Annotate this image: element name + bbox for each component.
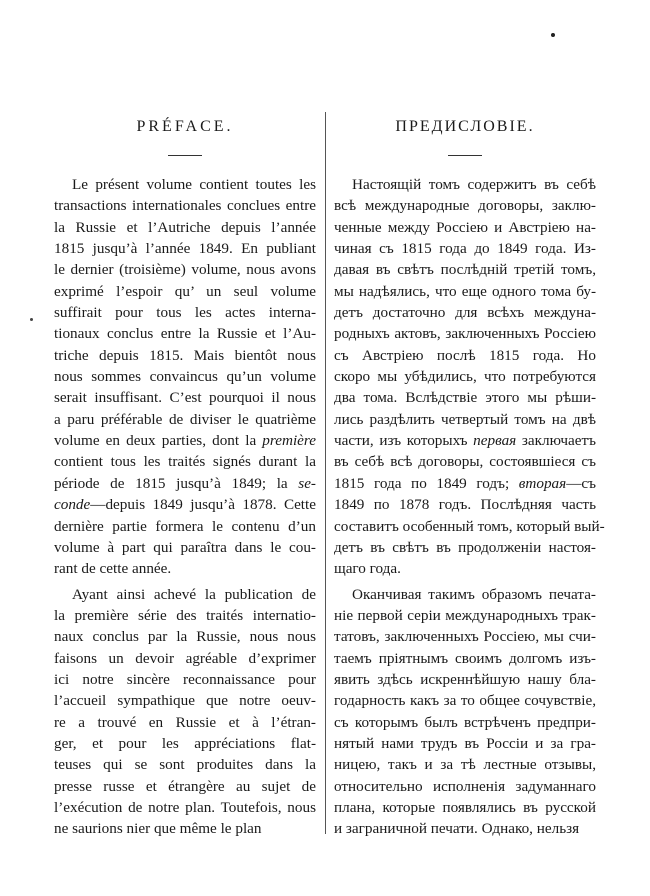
text-line: родныхъ актовъ, заключенныхъ Россіею xyxy=(334,325,596,343)
text-line: nous sommes convaincus qu’un volume xyxy=(54,368,316,386)
text-line: suffirait pour tous les actes interna- xyxy=(54,304,316,322)
paragraph xyxy=(54,584,316,840)
russian-column xyxy=(334,174,605,840)
text-segment: заключаетъ xyxy=(516,432,596,450)
text-line: нятый нами трудъ въ Россіи и за гра- xyxy=(334,734,596,752)
text-line: Настоящій томъ содержитъ въ себѣ xyxy=(352,176,596,193)
column-divider xyxy=(325,112,326,834)
text-line: относительно исполненія задуманнаго xyxy=(334,777,596,795)
text-line: a paru préférable de diviser le quatrième xyxy=(54,410,316,428)
text-line: dernière partie formera le contenu d’un xyxy=(54,517,316,535)
french-title: PRÉFACE. xyxy=(136,118,234,135)
text-line xyxy=(334,473,596,494)
paragraph xyxy=(54,174,316,580)
text-line: лись раздѣлить четвертый томъ на двѣ xyxy=(334,410,596,428)
paragraph xyxy=(334,584,596,840)
text-line xyxy=(54,494,316,515)
text-line: детъ въ свѣтъ въ продолженіи настоя- xyxy=(334,538,596,556)
text-line: ницею, такъ и за тѣ лестные отзывы, xyxy=(334,756,596,774)
text-line: давая въ свѣтъ послѣдній третій томъ, xyxy=(334,261,596,279)
french-title-rule xyxy=(168,155,202,156)
paragraph xyxy=(334,174,605,580)
text-segment: volume en deux parties, dont la xyxy=(54,432,263,450)
text-line: съ которымъ былъ встрѣченъ предпри- xyxy=(334,713,596,731)
text-line: Оканчивая такимъ образомъ печата- xyxy=(352,585,596,603)
text-line: детъ достаточно для всѣхъ междуна- xyxy=(334,304,596,322)
russian-title-rule xyxy=(448,155,482,156)
text-line: и заграничной печати. Однако, нельзя xyxy=(334,820,580,838)
text-segment: période de 1815 jusqu’à 1849; la xyxy=(54,474,299,492)
text-line: годарность какъ за то общее сочувствіе, xyxy=(334,692,596,710)
text-line xyxy=(334,430,596,451)
text-line: l’accueil sympathique que notre oeuv- xyxy=(54,692,316,710)
text-segment: части, изъ которыхъ xyxy=(334,432,474,450)
text-segment: —depuis 1849 jusqu’à 1878. Cette xyxy=(90,496,316,514)
text-line: Ayant ainsi achevé la publication de xyxy=(72,585,316,603)
text-line xyxy=(54,430,316,451)
text-line: всѣ международные договоры, заклю- xyxy=(334,197,596,215)
text-line: 1849 по 1878 годъ. Послѣдняя часть xyxy=(334,496,596,514)
text-line: мы надѣялись, что еще одного тома бу- xyxy=(334,282,596,300)
italic-text: первая xyxy=(473,432,517,450)
text-line: naux conclus par la Russie, nous nous xyxy=(54,628,316,646)
text-line: rant de cette année. xyxy=(54,560,172,578)
text-line: tionaux conclus entre la Russie et l’Au- xyxy=(54,325,316,343)
text-line: teuses qui se sont produites dans la xyxy=(54,756,316,774)
text-line: contient tous les traités signés durant la xyxy=(54,453,316,471)
text-line: въ себѣ всѣ договоры, состоявшіеся съ xyxy=(334,453,596,471)
text-line: presse russe et étrangère au sujet de xyxy=(54,777,316,795)
text-line: плана, которые появлялись въ русской xyxy=(334,798,596,816)
text-line: ici notre sincère reconnaissance pour xyxy=(54,670,316,688)
text-line: le dernier (troisième) volume, nous avons xyxy=(54,261,316,279)
text-line: Le présent volume contient toutes les xyxy=(72,176,316,193)
page-speck xyxy=(551,33,555,37)
text-line: exprimé l’espoir qu’ un seul volume xyxy=(54,282,316,300)
russian-title: ПРЕДИСЛОВІЕ. xyxy=(395,118,535,135)
text-line: 1815 jusqu’à l’année 1849. En publiant xyxy=(54,240,316,258)
italic-text: se- xyxy=(298,474,316,492)
text-line: volume à part qui paraîtra dans le cou- xyxy=(54,538,316,556)
text-line: ne saurions nier que même le plan xyxy=(54,820,262,838)
text-segment: —съ xyxy=(566,474,596,492)
italic-text: вторая xyxy=(518,474,567,492)
text-line: transactions internationales conclues entre xyxy=(54,197,316,215)
text-line: triche depuis 1815. Mais bientôt nous xyxy=(54,346,316,364)
text-line: ніе первой серіи международныхъ трак- xyxy=(334,606,596,624)
text-line: la Russie et l’Autriche depuis l’année xyxy=(54,218,316,236)
margin-speck xyxy=(30,318,33,321)
french-column xyxy=(54,174,316,840)
text-line: чиная съ 1815 года до 1849 года. Из- xyxy=(334,240,596,258)
text-segment: 1815 года по 1849 годъ; xyxy=(334,474,519,492)
text-line: serait insuffisant. C’est pourquoi il nous xyxy=(54,389,316,407)
italic-text: première xyxy=(262,432,316,450)
text-line: таемъ пріятнымъ своимъ долгомъ изъ- xyxy=(334,649,596,667)
text-line: faisons un devoir agréable d’exprimer xyxy=(54,649,316,667)
text-line xyxy=(54,473,316,494)
text-line: составитъ особенный томъ, который вый- xyxy=(334,517,605,535)
text-line: два тома. Вслѣдствіе этого мы рѣши- xyxy=(334,389,596,407)
text-line: явить здѣсь искреннѣйшую нашу бла- xyxy=(334,670,596,688)
text-line: ger, et pour les appréciations flat- xyxy=(54,734,316,752)
text-line: la première série des traités internatio- xyxy=(54,606,316,624)
text-line: щаго года. xyxy=(334,560,401,578)
text-line: l’exécution de notre plan. Toutefois, nous xyxy=(54,798,316,816)
text-line: татовъ, заключенныхъ Россіею, мы счи- xyxy=(334,628,596,646)
text-line: re a trouvé en Russie et à l’étran- xyxy=(54,713,316,731)
italic-text: conde xyxy=(54,496,91,514)
text-line: скоро мы убѣдились, что потребуются xyxy=(334,368,596,386)
text-line: съ Австріею послѣ 1815 года. Но xyxy=(334,346,596,364)
text-line: ченные между Россіею и Австріею на- xyxy=(334,218,596,236)
